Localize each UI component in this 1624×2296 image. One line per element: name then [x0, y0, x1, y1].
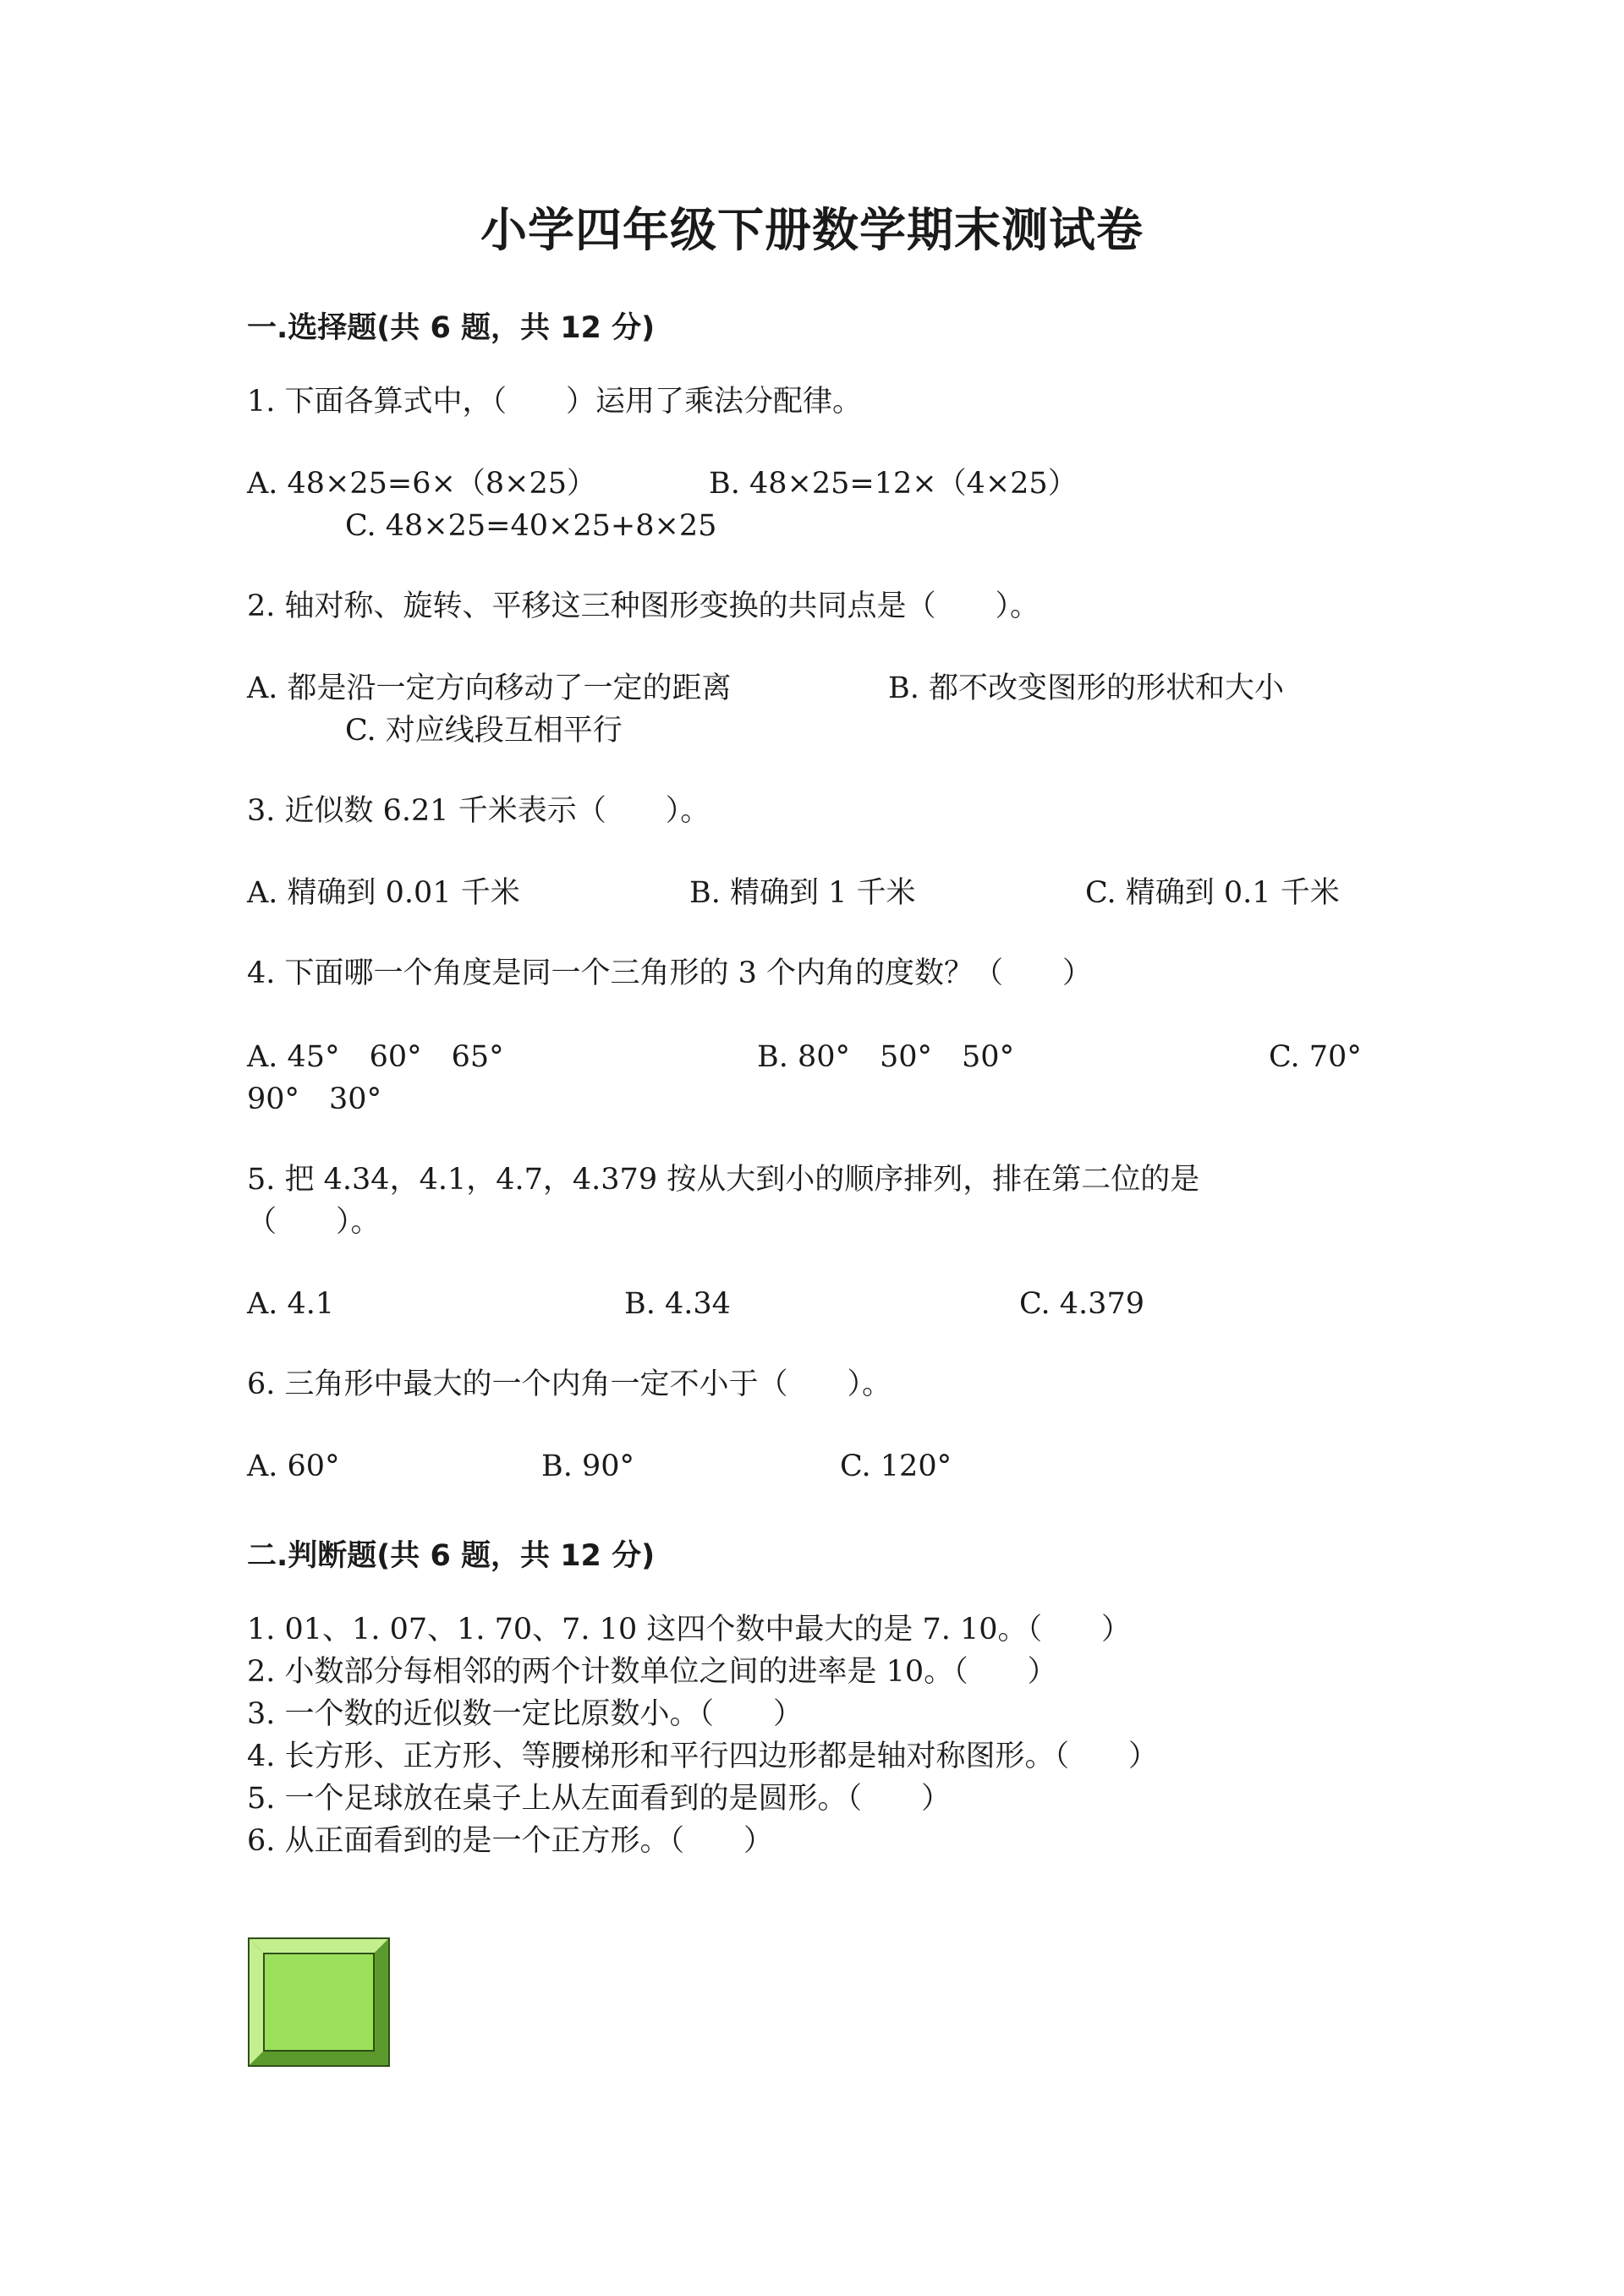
option-b: B. 4.34: [624, 1287, 731, 1321]
question-stem: 4. 下面哪一个角度是同一个三角形的 3 个内角的度数？（ ）: [247, 956, 1093, 990]
judgement-item: 4. 长方形、正方形、等腰梯形和平行四边形都是轴对称图形。（ ）: [247, 1740, 1159, 1773]
option-b: B. 80° 50° 50°: [757, 1040, 1015, 1074]
question-stem: 5. 把 4.34，4.1，4.7，4.379 按从大到小的顺序排列，排在第二位的是: [247, 1163, 1200, 1197]
judgement-item: 3. 一个数的近似数一定比原数小。（ ）: [247, 1697, 804, 1731]
option-c: C. 4.379: [1019, 1287, 1144, 1321]
page-title: 小学四年级下册数学期末测试卷: [480, 202, 1144, 257]
cube-bevel-left: [250, 1939, 264, 2065]
option-b: B. 精确到 1 千米: [689, 876, 916, 910]
green-cube-icon: [247, 1937, 391, 2068]
question-stem: 1. 下面各算式中，（ ）运用了乘法分配律。: [247, 385, 863, 419]
cube-bevel-bottom: [250, 2051, 388, 2065]
option-c: C. 48×25=40×25+8×25: [345, 509, 717, 543]
cube-front-face: [264, 1954, 374, 2051]
option-c: C. 对应线段互相平行: [345, 714, 623, 748]
option-a: A. 4.1: [247, 1287, 335, 1321]
option-c: C. 70°: [1269, 1040, 1362, 1074]
question-stem: 6. 三角形中最大的一个内角一定不小于（ ）。: [247, 1367, 892, 1401]
question-stem: 3. 近似数 6.21 千米表示（ ）。: [247, 794, 710, 828]
question-stem: 2. 轴对称、旋转、平移这三种图形变换的共同点是（ ）。: [247, 589, 1040, 623]
judgement-item: 6. 从正面看到的是一个正方形。（ ）: [247, 1824, 774, 1858]
option-b: B. 90°: [541, 1449, 635, 1483]
option-c: C. 120°: [840, 1449, 952, 1483]
option-a: A. 都是沿一定方向移动了一定的距离: [247, 671, 732, 705]
option-b: B. 48×25=12×（4×25）: [709, 467, 1078, 501]
option-a: A. 60°: [247, 1449, 340, 1483]
cube-bevel-right: [374, 1939, 388, 2065]
section-heading-choice: 一.选择题(共 6 题，共 12 分): [247, 311, 656, 345]
section-heading-judgement: 二.判断题(共 6 题，共 12 分): [247, 1539, 656, 1573]
judgement-item: 5. 一个足球放在桌子上从左面看到的是圆形。（ ）: [247, 1782, 952, 1816]
question-stem-continued: （ ）。: [247, 1205, 381, 1239]
option-a: A. 精确到 0.01 千米: [247, 876, 520, 910]
option-c-continued: 90° 30°: [247, 1082, 382, 1116]
option-a: A. 48×25=6×（8×25）: [247, 467, 596, 501]
option-a: A. 45° 60° 65°: [247, 1040, 504, 1074]
cube-bevel-top: [250, 1939, 388, 1954]
option-c: C. 精确到 0.1 千米: [1085, 876, 1340, 910]
judgement-item: 1. 01、1. 07、1. 70、7. 10 这四个数中最大的是 7. 10。（ ）: [247, 1613, 1132, 1647]
judgement-item: 2. 小数部分每相邻的两个计数单位之间的进率是 10。（ ）: [247, 1655, 1057, 1689]
option-b: B. 都不改变图形的形状和大小: [888, 671, 1284, 705]
